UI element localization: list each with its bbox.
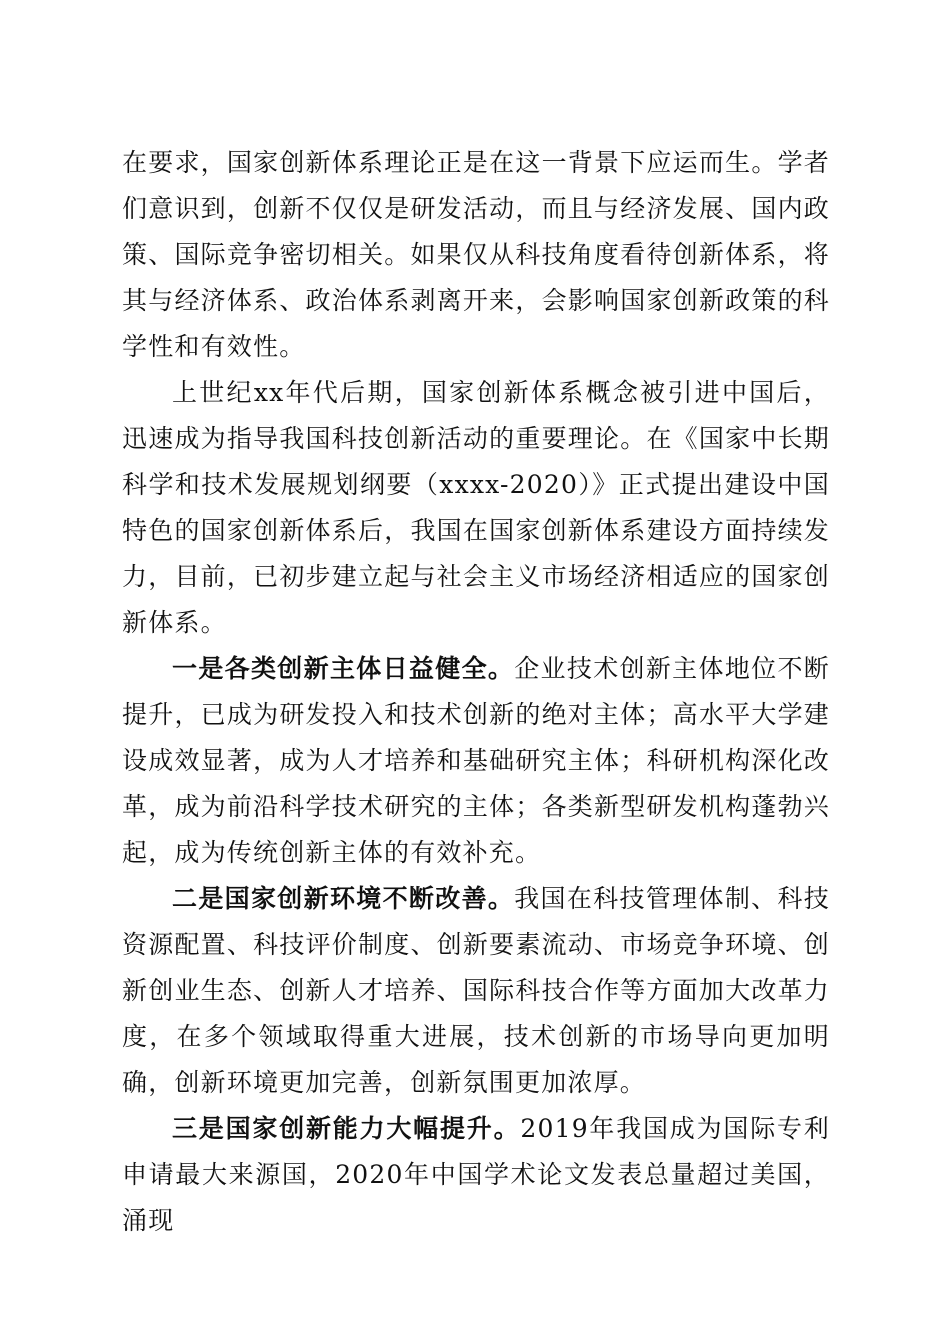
paragraph-4-text: 我国在科技管理体制、科技资源配置、科技评价制度、创新要素流动、市场竞争环境、创新创业生态、创新人才培养、国际科技合作等方面加大改革力度，在多个领域取得重大进展，技术创新的市场导向更加明确，创新环境更加完善，创新氛围更加浓厚。 <box>122 884 830 1097</box>
paragraph-4 <box>122 876 830 1106</box>
paragraph-1-text: 在要求，国家创新体系理论正是在这一背景下应运而生。学者们意识到，创新不仅仅是研发活动，而且与经济发展、国内政策、国际竞争密切相关。如果仅从科技角度看待创新体系，将其与经济体系、政治体系剥离开来，会影响国家创新政策的科学性和有效性。 <box>122 148 830 361</box>
paragraph-3-text: 企业技术创新主体地位不断提升，已成为研发投入和技术创新的绝对主体；高水平大学建设成效显著，成为人才培养和基础研究主体；科研机构深化改革，成为前沿科学技术研究的主体；各类新型研发机构蓬勃兴起，成为传统创新主体的有效补充。 <box>122 654 830 867</box>
paragraph-2-text: 上世纪xx年代后期，国家创新体系概念被引进中国后，迅速成为指导我国科技创新活动的重要理论。在《国家中长期科学和技术发展规划纲要（xxxx-2020）》正式提出建设中国特色的国家创新体系后，我国在国家创新体系建设方面持续发力，目前，已初步建立起与社会主义市场经济相适应的国家创新体系。 <box>122 378 830 637</box>
paragraph-5-heading: 三是国家创新能力大幅提升。 <box>172 1114 521 1143</box>
paragraph-1 <box>122 140 830 370</box>
document-body <box>122 140 830 1244</box>
paragraph-3 <box>122 646 830 876</box>
paragraph-3-heading: 一是各类创新主体日益健全。 <box>172 654 515 683</box>
paragraph-2 <box>122 370 830 646</box>
paragraph-4-heading: 二是国家创新环境不断改善。 <box>172 884 515 913</box>
paragraph-5-text: 2019年我国成为国际专利申请最大来源国，2020年中国学术论文发表总量超过美国，涌现 <box>122 1114 830 1235</box>
paragraph-5 <box>122 1106 830 1244</box>
